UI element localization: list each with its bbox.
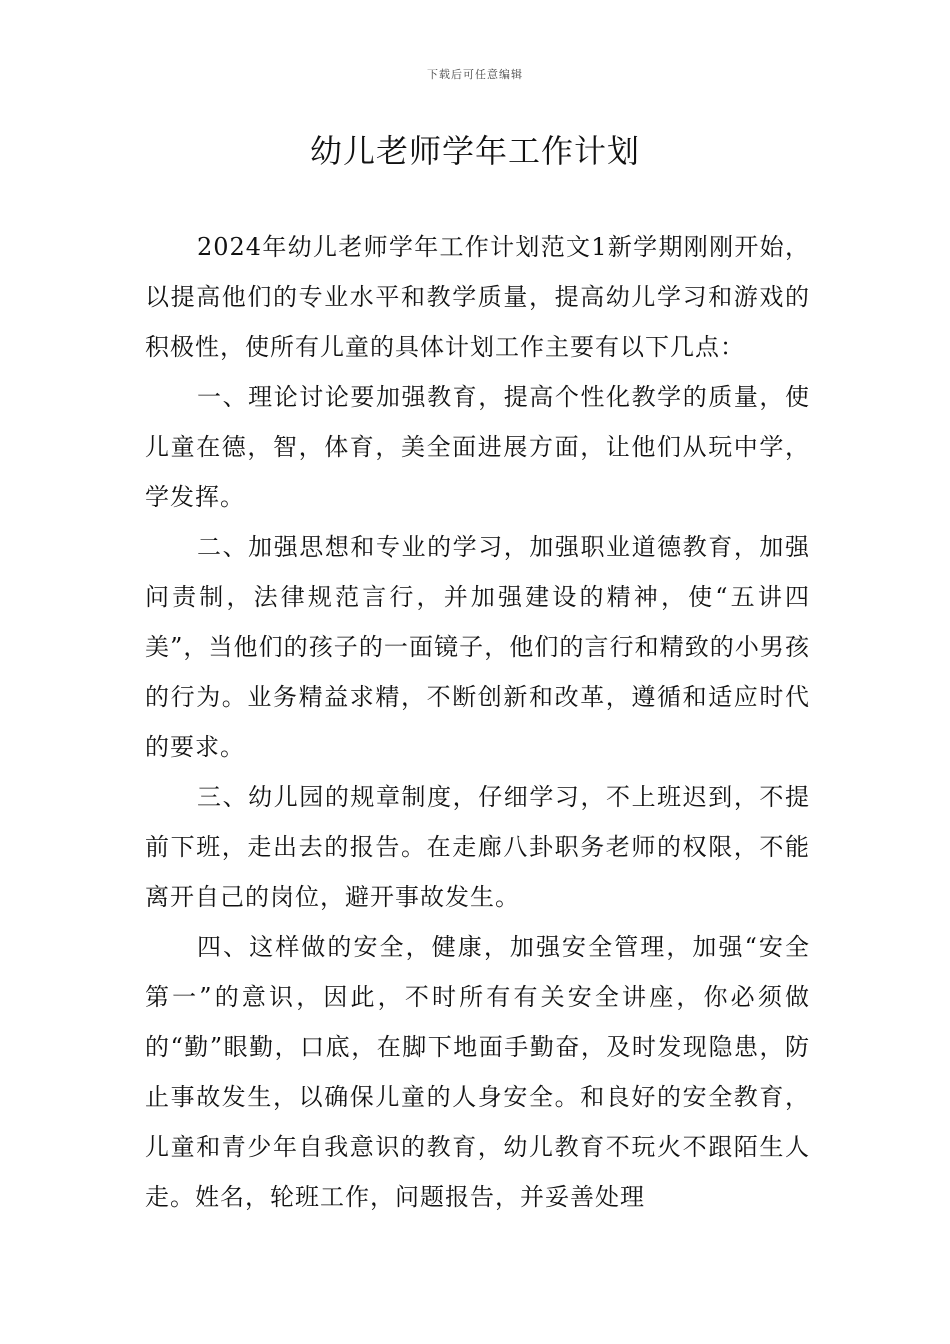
paragraph-point-4: 四、这样做的安全，健康，加强安全管理，加强“安全第一”的意识，因此，不时所有有关安全讲座，你必须做的“勤”眼勤，口底，在脚下地面手勤奋，及时发现隐患，防止事故发生，以确保儿童的人身安全。和良好的安全教育，儿童和青少年自我意识的教育，幼儿教育不玩火不跟陌生人走。姓名，轮班工作，问题报告，并妥善处理: [145, 933, 810, 1211]
paragraph-intro: 2024年幼儿老师学年工作计划范文1新学期刚刚开始，以提高他们的专业水平和教学质量，提高幼儿学习和游戏的积极性，使所有儿童的具体计划工作主要有以下几点：: [145, 233, 810, 361]
document-body: [145, 222, 810, 1222]
header-note: 下载后可任意编辑: [427, 68, 523, 81]
paragraph-point-2: 二、加强思想和专业的学习，加强职业道德教育，加强问责制，法律规范言行，并加强建设的精神，使“五讲四美”，当他们的孩子的一面镜子，他们的言行和精致的小男孩的行为。业务精益求精，不断创新和改革，遵循和适应时代的要求。: [145, 533, 810, 761]
paragraph-point-1: 一、理论讨论要加强教育，提高个性化教学的质量，使儿童在德，智，体育，美全面进展方面，让他们从玩中学，学发挥。: [145, 383, 810, 511]
document-title: 幼儿老师学年工作计划: [309, 132, 640, 170]
paragraph-point-3: 三、幼儿园的规章制度，仔细学习，不上班迟到，不提前下班，走出去的报告。在走廊八卦职务老师的权限，不能离开自己的岗位，避开事故发生。: [145, 783, 810, 911]
